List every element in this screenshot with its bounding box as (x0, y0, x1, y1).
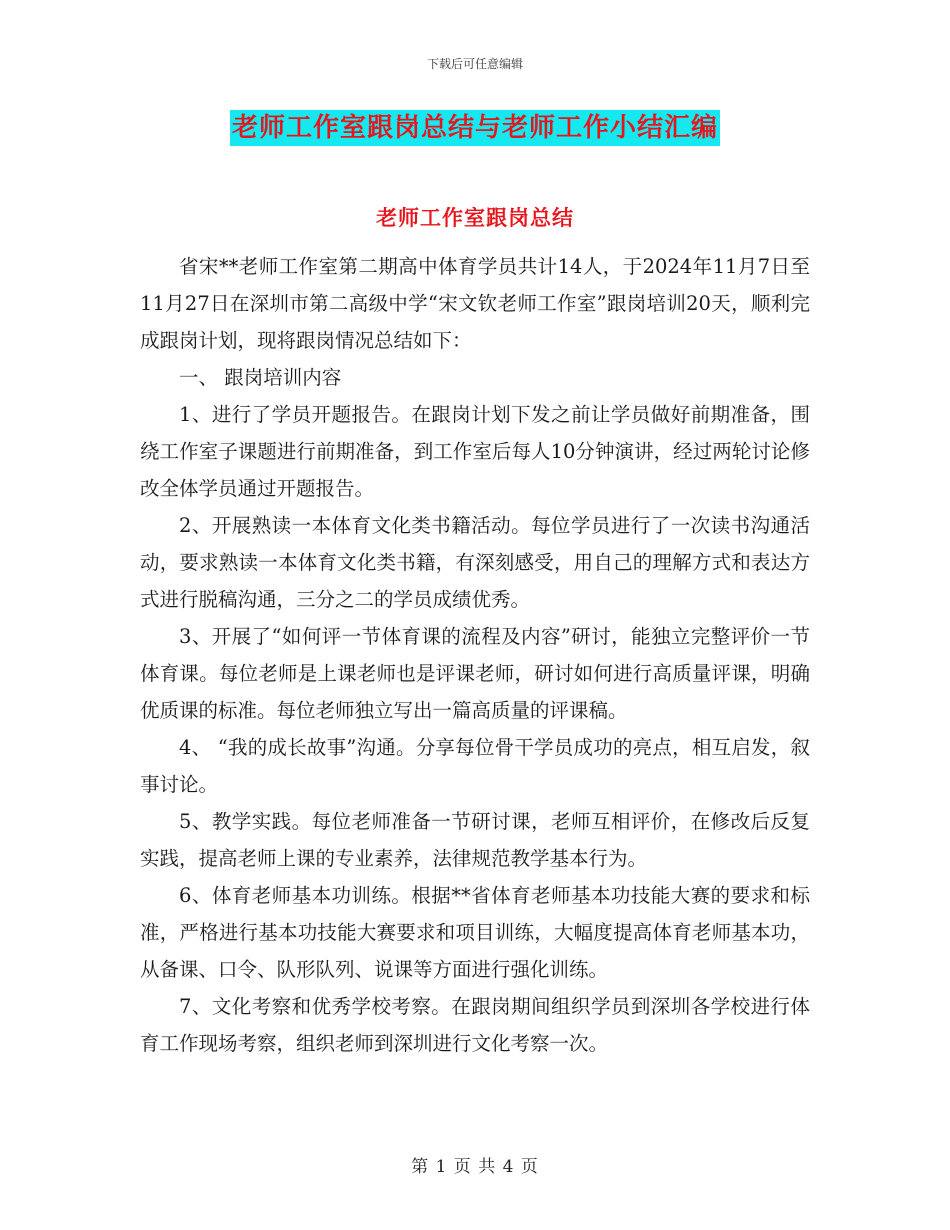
paragraph-item-1: 1、进行了学员开题报告。在跟岗计划下发之前让学员做好前期准备，围绕工作室子课题进行前期准备，到工作室后每人10分钟演讲，经过两轮讨论修改全体学员通过开题报告。 (140, 403, 810, 500)
document-title: 老师工作室跟岗总结与老师工作小结汇编 (230, 110, 720, 146)
paragraph-item-2: 2、开展熟读一本体育文化类书籍活动。每位学员进行了一次读书沟通活动，要求熟读一本体育文化类书籍，有深刻感受，用自己的理解方式和表达方式进行脱稿沟通，三分之二的学员成绩优秀。 (140, 514, 810, 611)
document-body (140, 248, 810, 1062)
paragraph-heading-1: 一、 跟岗培训内容 (179, 366, 342, 389)
paragraph-item-5: 5、教学实践。每位老师准备一节研讨课，老师互相评价，在修改后反复实践，提高老师上课的专业素养，法律规范教学基本行为。 (140, 810, 810, 870)
section-title: 老师工作室跟岗总结 (376, 206, 574, 230)
page-header-note: 下载后可任意编辑 (426, 57, 523, 71)
paragraph-item-3: 3、开展了“如何评一节体育课的流程及内容”研讨，能独立完整评价一节体育课。每位老师是上课老师也是评课老师，研讨如何进行高质量评课，明确优质课的标准。每位老师独立写出一篇高质量的评课稿。 (140, 625, 810, 722)
page-footer: 第 1 页 共 4 页 (411, 1157, 539, 1177)
paragraph-item-6: 6、体育老师基本功训练。根据**省体育老师基本功技能大赛的要求和标准，严格进行基本功技能大赛要求和项目训练，大幅度提高体育老师基本功，从备课、口令、队形队列、说课等方面进行强化训练。 (140, 884, 810, 981)
paragraph-item-7: 7、文化考察和优秀学校考察。在跟岗期间组织学员到深圳各学校进行体育工作现场考察，组织老师到深圳进行文化考察一次。 (140, 995, 810, 1055)
document-title-container (0, 110, 950, 146)
paragraph-intro: 省宋**老师工作室第二期高中体育学员共计14人，于2024年11月7日至11月27日在深圳市第二高级中学“宋文钦老师工作室”跟岗培训20天，顺利完成跟岗计划，现将跟岗情况总结如下： (140, 255, 810, 352)
paragraph-item-4: 4、 “我的成长故事”沟通。分享每位骨干学员成功的亮点，相互启发，叙事讨论。 (140, 736, 810, 796)
